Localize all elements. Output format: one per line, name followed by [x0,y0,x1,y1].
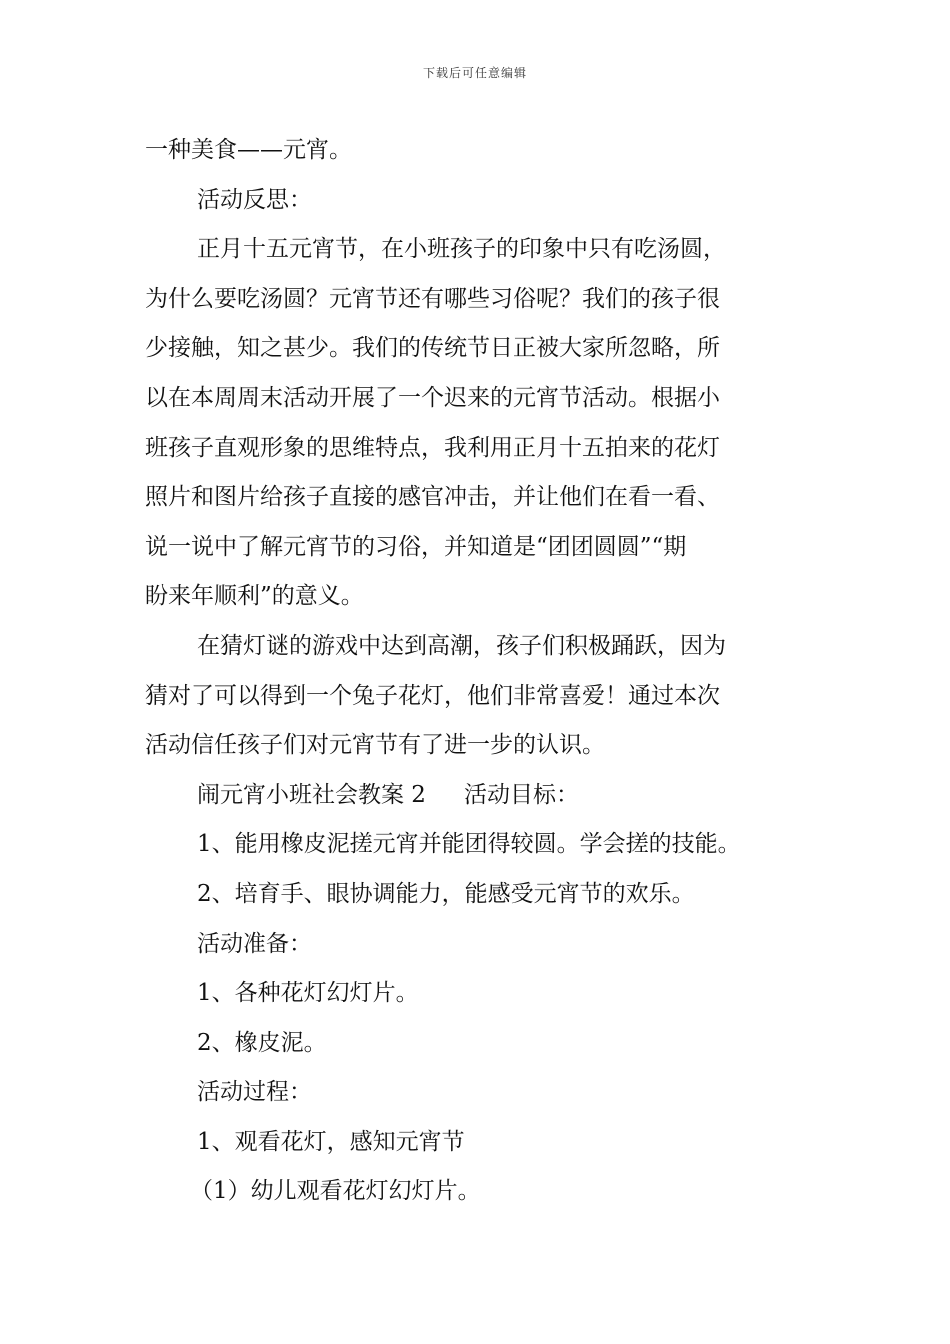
paragraph-line: 活动信任孩子们对元宵节有了进一步的认识。 [145,732,605,759]
paragraph-line: 少接触，知之甚少。我们的传统节日正被大家所忽略，所 [145,335,720,362]
section-heading: 活动准备： [197,930,312,957]
page-header: 下载后可任意编辑 [422,66,527,80]
text-line: 一种美食——元宵。 [145,137,352,163]
paragraph-line: 猜对了可以得到一个兔子花灯，他们非常喜爱！通过本次 [145,682,720,709]
section-heading: 活动过程： [197,1079,312,1106]
paragraph-line: 为什么要吃汤圆？元宵节还有哪些习俗呢？我们的孩子很 [145,285,720,312]
paragraph-line: 班孩子直观形象的思维特点，我利用正月十五拍来的花灯 [145,434,720,461]
lesson-title-line [145,771,810,821]
section-heading: 活动反思： [197,186,312,213]
list-item: 1、能用橡皮泥搓元宵并能团得较圆。学会搓的技能。 [197,831,741,858]
paragraph-line: 照片和图片给孩子直接的感官冲击，并让他们在看一看、 [145,484,720,511]
list-item: （1）幼儿观看花灯幻灯片。 [190,1178,481,1205]
paragraph-line: 以在本周周末活动开展了一个迟来的元宵节活动。根据小 [145,384,720,411]
paragraph-line: 说一说中了解元宵节的习俗，并知道是“团团圆圆”“期 [145,533,687,560]
list-item: 2、培育手、眼协调能力，能感受元宵节的欢乐。 [197,880,695,907]
lesson-title: 闹元宵小班社会教案 2 [197,781,426,808]
section-heading: 活动目标： [463,781,579,808]
paragraph-line: 盼来年顺利”的意义。 [145,583,364,610]
paragraph-line: 正月十五元宵节，在小班孩子的印象中只有吃汤圆， [197,236,726,263]
list-item: 2、橡皮泥。 [197,1029,327,1056]
list-item: 1、观看花灯，感知元宵节 [197,1128,465,1155]
paragraph-line: 在猜灯谜的游戏中达到高潮，孩子们积极踊跃，因为 [197,632,726,659]
list-item: 1、各种花灯幻灯片。 [197,980,419,1007]
document-body [145,126,810,1217]
